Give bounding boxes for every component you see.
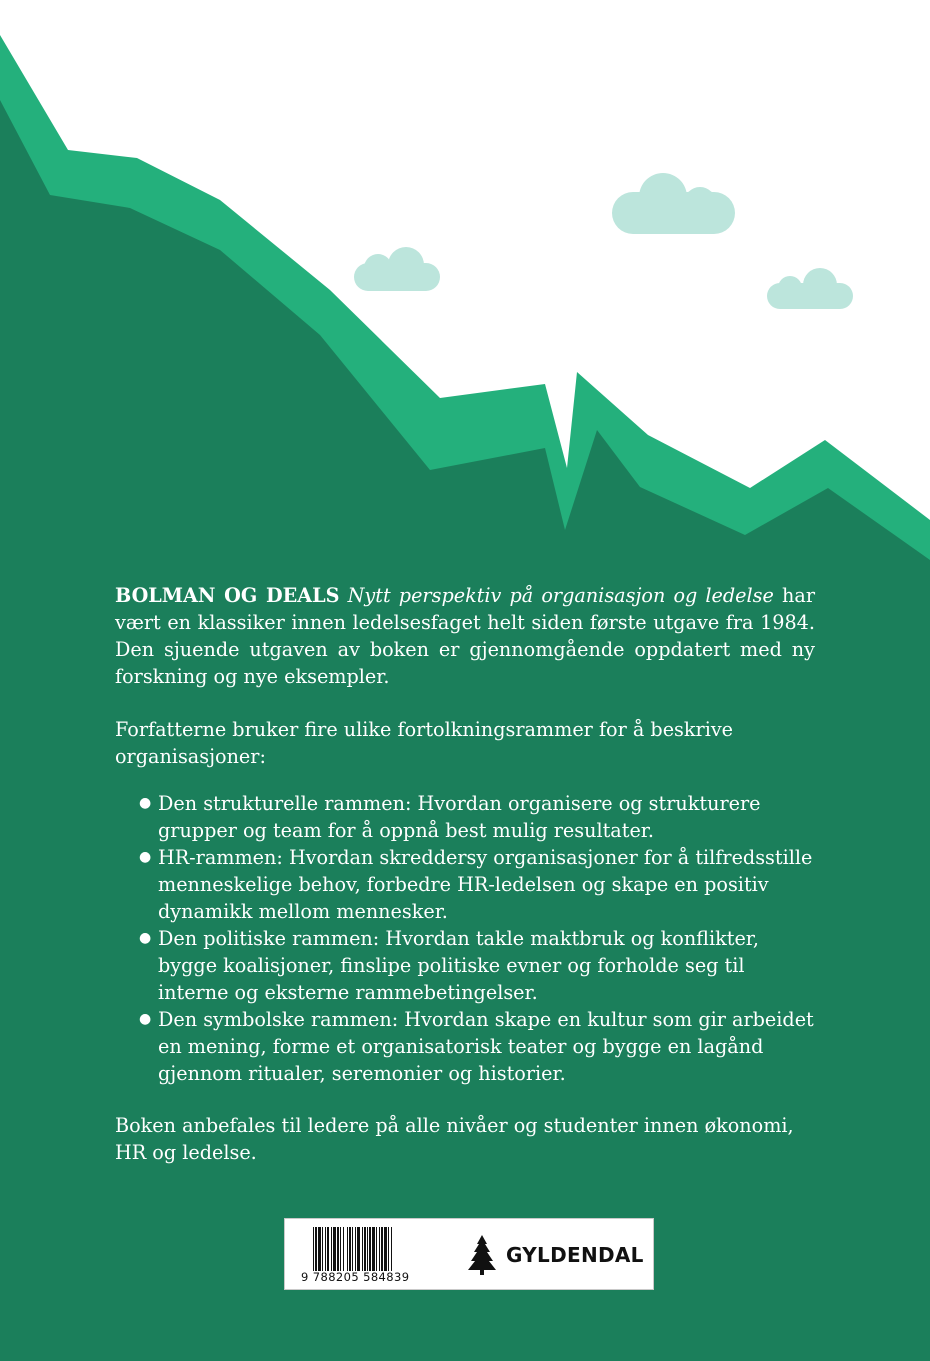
frame-text: HR-rammen: Hvordan skreddersy organisasjoner for å tilfredsstille menneskelige behov, forbedre HR-ledelsen og skape en positiv dynamikk mellom mennesker. (158, 846, 813, 923)
frame-text: Den politiske rammen: Hvordan takle maktbruk og konflikter, bygge koalisjoner, finslipe politiske evner og forholde seg til interne og eksterne rammebetingelser. (158, 927, 759, 1004)
bullet-icon: ● (139, 1011, 152, 1027)
list-item (115, 790, 815, 844)
bullet-icon: ● (139, 930, 152, 946)
publisher-name: GYLDENDAL (506, 1243, 644, 1267)
frame-text: Den symbolske rammen: Hvordan skape en kultur som gir arbeidet en mening, forme et organisatorisk teater og bygge en lagånd gjennom ritualer, seremonier og historier. (158, 1008, 814, 1085)
barcode-icon (311, 1227, 425, 1271)
frames-lead: Forfatterne bruker fire ulike fortolkningsrammer for å beskrive organisasjoner: (115, 718, 734, 768)
list-item (115, 925, 815, 1006)
intro-text: har vært en klassiker innen ledelsesfaget helt siden første utgave fra 1984. Den sjuende utgaven av boken er gjennomgående oppdatert med ny forskning og nye eksempler. (115, 584, 815, 688)
list-item (115, 844, 815, 925)
isbn-number: 9 788205 584839 (301, 1270, 410, 1284)
barcode-panel (284, 1218, 654, 1290)
authors-name: BOLMAN OG DEALS (115, 584, 340, 607)
frames-list (115, 790, 815, 1087)
back-cover-text (115, 582, 815, 1166)
outro-paragraph: Boken anbefales til ledere på alle nivåer og studenter innen økonomi, HR og ledelse. (115, 1114, 794, 1164)
tree-icon (468, 1235, 496, 1275)
publisher-logo (468, 1235, 644, 1275)
bullet-icon: ● (139, 795, 152, 811)
bullet-icon: ● (139, 849, 152, 865)
list-item (115, 1006, 815, 1087)
book-title: Nytt perspektiv på organisasjon og ledelse (347, 584, 774, 607)
frame-text: Den strukturelle rammen: Hvordan organisere og strukturere grupper og team for å oppnå best mulig resultater. (158, 792, 761, 842)
intro-paragraph (115, 582, 815, 690)
